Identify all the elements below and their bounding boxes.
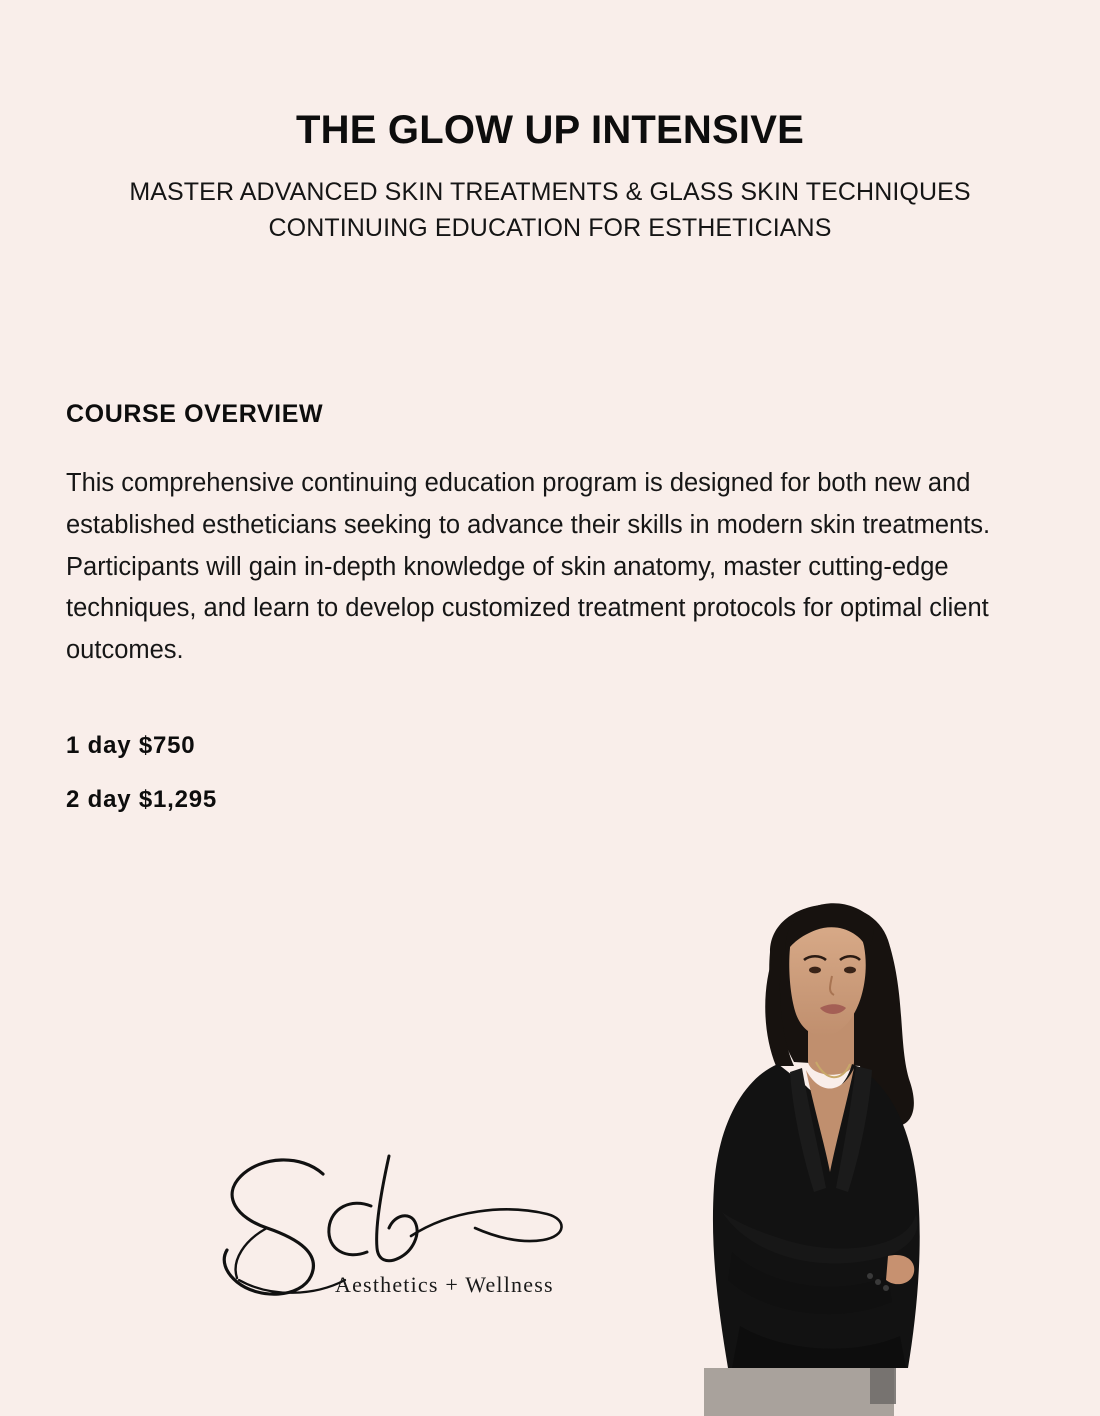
header (0, 0, 1100, 247)
price-option-2-day: 2 day $1,295 (66, 786, 218, 814)
subtitle-line-1: MASTER ADVANCED SKIN TREATMENTS & GLASS SKIN TECHNIQUES (129, 178, 971, 206)
woman-portrait-illustration (674, 856, 1004, 1416)
section-heading-course-overview: COURSE OVERVIEW (66, 400, 324, 428)
brand-logo (175, 1140, 595, 1340)
page-title: THE GLOW UP INTENSIVE (296, 108, 804, 152)
portrait-image (674, 856, 1004, 1416)
course-overview-section (66, 400, 1056, 840)
price-option-1-day: 1 day $750 (66, 732, 196, 760)
course-overview-body: This comprehensive continuing education program is designed for both new and established estheticians seeking to advance their skills in modern skin treatments. Participants will gain in-depth knowledge of skin anatomy, master cutting-edge techniques, and learn to develop customized treatment protocols for optimal client outcomes. (66, 469, 991, 665)
pricing-list (66, 732, 1056, 814)
subtitle-line-2: CONTINUING EDUCATION FOR ESTHETICIANS (268, 214, 832, 243)
logo-tagline: Aesthetics + Wellness (335, 1272, 554, 1297)
